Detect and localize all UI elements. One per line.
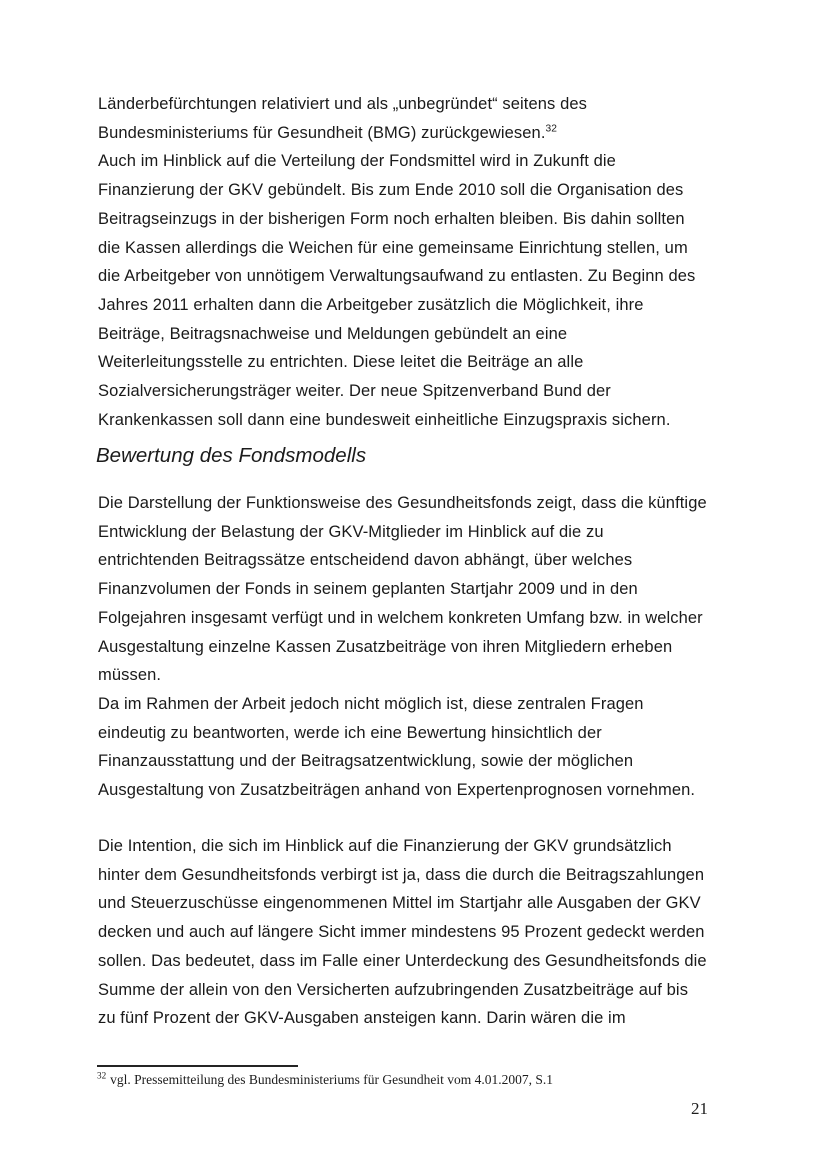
footnote: [97, 1071, 553, 1089]
text-line: Auch im Hinblick auf die Verteilung der Fondsmittel wird in Zukunft die: [98, 152, 616, 171]
text-line: die Kassen allerdings die Weichen für eine gemeinsame Einrichtung stellen, um: [98, 238, 688, 257]
section-heading: Bewertung des Fondsmodells: [96, 444, 367, 467]
text-line: und Steuerzuschüsse eingenommenen Mittel im Startjahr alle Ausgaben der GKV: [98, 894, 701, 913]
text-line: Summe der allein von den Versicherten aufzubringenden Zusatzbeiträge auf bis: [98, 980, 689, 999]
text-line: Entwicklung der Belastung der GKV-Mitglieder im Hinblick auf die zu: [98, 522, 604, 541]
text-line: Finanzausstattung und der Beitragsatzentwicklung, sowie der möglichen: [98, 752, 634, 771]
text-line: entrichtenden Beitragssätze entscheidend davon abhängt, über welches: [98, 551, 633, 570]
text-line: eindeutig zu beantworten, werde ich eine Bewertung hinsichtlich der: [98, 723, 602, 742]
page-number: 21: [691, 1099, 708, 1118]
text-line: Die Intention, die sich im Hinblick auf die Finanzierung der GKV grundsätzlich: [98, 837, 672, 855]
footnote-text: vgl. Pressemitteilung des Bundesministeriums für Gesundheit vom 4.01.2007, S.1: [110, 1072, 554, 1087]
text-line: Ausgestaltung von Zusatzbeiträgen anhand von Expertenprognosen vornehmen.: [98, 781, 696, 800]
paragraph-intention: [98, 832, 707, 1033]
text-line: Folgejahren insgesamt verfügt und in welchem konkreten Umfang bzw. in welcher: [98, 608, 703, 627]
text-line: Weiterleitungsstelle zu entrichten. Diese leitet die Beiträge an alle: [98, 353, 584, 372]
text-line: Beitragseinzugs in der bisherigen Form noch erhalten bleiben. Bis dahin sollten: [98, 209, 685, 228]
text-line: Beiträge, Beitragsnachweise und Meldungen gebündelt an eine: [98, 324, 568, 343]
paragraph-fonds-bewertung: [98, 489, 707, 805]
footnote-separator: [97, 1065, 298, 1067]
text-line: Finanzierung der GKV gebündelt. Bis zum Ende 2010 soll die Organisation des: [98, 181, 684, 200]
text-line: Krankenkassen soll dann eine bundesweit einheitliche Einzugspraxis sichern.: [98, 410, 671, 429]
footnote-number: 32: [97, 1070, 107, 1081]
text-line: hinter dem Gesundheitsfonds verbirgt ist ja, dass die durch die Beitragszahlungen: [98, 865, 705, 884]
text-line: die Arbeitgeber von unnötigem Verwaltungsaufwand zu entlasten. Zu Beginn des: [98, 267, 696, 286]
text-line: Die Darstellung der Funktionsweise des Gesundheitsfonds zeigt, dass die künftige: [98, 494, 707, 512]
footnote-reference: 32: [545, 123, 557, 135]
text-line: Jahres 2011 erhalten dann die Arbeitgeber zusätzlich die Möglichkeit, ihre: [98, 295, 644, 314]
text-line: müssen.: [98, 666, 162, 685]
paragraph-opening: [98, 90, 695, 434]
text-line: Ausgestaltung einzelne Kassen Zusatzbeiträge von ihren Mitgliedern erheben: [98, 637, 673, 656]
text-line: Länderbefürchtungen relativiert und als „unbegründet“ seitens des: [98, 95, 587, 113]
text-line: Da im Rahmen der Arbeit jedoch nicht möglich ist, diese zentralen Fragen: [98, 694, 644, 713]
text-line: Finanzvolumen der Fonds in seinem geplanten Startjahr 2009 und in den: [98, 580, 638, 599]
text-line: Sozialversicherungsträger weiter. Der neue Spitzenverband Bund der: [98, 382, 611, 401]
text-line: decken und auch auf längere Sicht immer mindestens 95 Prozent gedeckt werden: [98, 923, 705, 942]
text-line: Bundesministeriums für Gesundheit (BMG) zurückgewiesen.$^{32}$: [98, 123, 557, 142]
text-line: zu fünf Prozent der GKV-Ausgaben ansteigen kann. Darin wären die im: [98, 1009, 626, 1028]
text-line: sollen. Das bedeutet, dass im Falle einer Unterdeckung des Gesundheitsfonds die: [98, 951, 707, 970]
